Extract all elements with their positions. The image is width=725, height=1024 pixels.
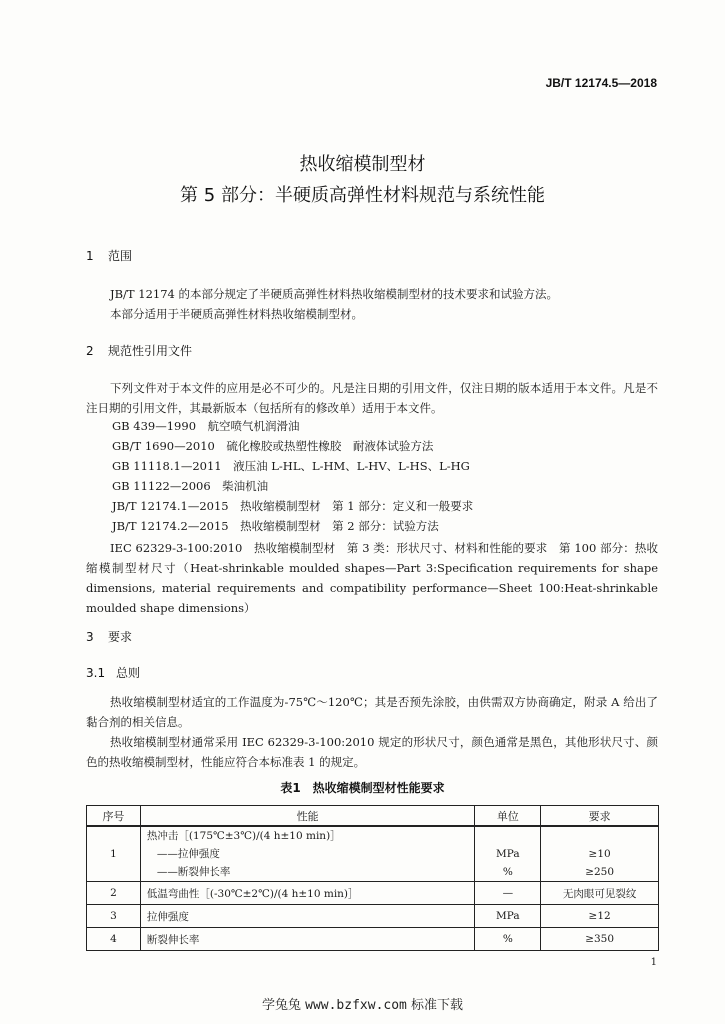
footer-tagline: 标准下载 (411, 998, 464, 1013)
section-title: 规范性引用文件 (108, 344, 193, 358)
requirement-cell (541, 826, 659, 882)
property-cell (140, 826, 475, 882)
reference-item: JB/T 12174.2—2015 热收缩模制型材 第 2 部分：试验方法 (112, 519, 439, 533)
scope-paragraph-1: JB/T 12174 的本部分规定了半硬质高弹性材料热收缩模制型材的技术要求和试验方法。 (110, 287, 558, 301)
property-cell: 拉伸强度 (140, 905, 475, 928)
table-row (87, 882, 659, 905)
section-number: 3 (86, 630, 94, 644)
table-caption: 表1 热收缩模制型材性能要求 (280, 781, 445, 795)
row-number: 1 (87, 826, 141, 882)
section-3-heading (86, 628, 132, 645)
row-number: 4 (87, 928, 141, 951)
section-number: 2 (86, 344, 94, 358)
property-line: ——拉伸强度 (156, 848, 220, 860)
column-header: 要求 (541, 806, 659, 827)
section-number: 1 (86, 249, 94, 263)
document-title: 热收缩模制型材 (299, 154, 426, 175)
column-header: 序号 (87, 806, 141, 827)
unit-cell: MPa (475, 905, 541, 928)
reference-item-iec: IEC 62329-3-100:2010 热收缩模制型材 第 3 类：形状尺寸、材料和性能的要求 第 100 部分：热收缩模制型材尺寸（Heat-shrinkable moulded shapes—Part 3:Specification requirements for shape dimensions, material requirements and compatibility performance—Sheet 100:Heat-shrinkable moulded shape dimensions） (86, 541, 658, 615)
requirement-line: ≥250 (585, 866, 615, 878)
row-number: 3 (87, 905, 141, 928)
column-header: 性能 (140, 806, 475, 827)
references-intro: 下列文件对于本文件的应用是必不可少的。凡是注日期的引用文件，仅注日期的版本适用于本文件。凡是不注日期的引用文件，其最新版本（包括所有的修改单）适用于本文件。 (86, 381, 658, 415)
document-subtitle: 第 5 部分：半硬质高弹性材料规范与系统性能 (180, 185, 545, 206)
unit-line: % (502, 866, 513, 878)
table-header-row (87, 806, 659, 827)
table-row (87, 826, 659, 882)
reference-item: GB 11122—2006 柴油机油 (112, 479, 269, 493)
general-paragraph-1: 热收缩模制型材适宜的工作温度为-75℃～120℃；其是否预先涂胶，由供需双方协商确定，附录 A 给出了黏合剂的相关信息。 (86, 695, 658, 729)
table-row (87, 928, 659, 951)
property-line: 热冲击［(175℃±3℃)/(4 h±10 min)］ (146, 830, 341, 842)
scope-paragraph-2: 本部分适用于半硬质高弹性材料热收缩模制型材。 (110, 307, 363, 321)
requirement-cell: 无肉眼可见裂纹 (541, 882, 659, 905)
footer-site-name: 学兔兔 (261, 998, 301, 1013)
section-2-heading (86, 342, 192, 359)
requirement-line: ≥10 (588, 848, 611, 860)
row-number: 2 (87, 882, 141, 905)
unit-cell: — (475, 882, 541, 905)
property-cell: 低温弯曲性［(-30℃±2℃)/(4 h±10 min)］ (140, 882, 475, 905)
table-row (87, 905, 659, 928)
section-title: 范围 (108, 249, 133, 263)
reference-item: GB/T 1690—2010 硫化橡胶或热塑性橡胶 耐液体试验方法 (112, 439, 434, 453)
watermark-footer (0, 994, 725, 1013)
page-number: 1 (650, 957, 657, 968)
reference-item: JB/T 12174.1—2015 热收缩模制型材 第 1 部分：定义和一般要求 (112, 499, 474, 513)
unit-line: MPa (496, 848, 520, 860)
column-header: 单位 (475, 806, 541, 827)
subsection-number: 3.1 (86, 666, 106, 680)
unit-line (481, 827, 534, 845)
performance-table (86, 805, 659, 951)
standard-code: JB/T 12174.5—2018 (545, 76, 657, 90)
section-1-heading (86, 247, 132, 264)
reference-item: GB 439—1990 航空喷气机润滑油 (112, 419, 300, 433)
subsection-3-1-heading (86, 664, 140, 681)
requirement-cell: ≥350 (541, 928, 659, 951)
footer-url[interactable]: www.bzfxw.com (305, 998, 407, 1013)
property-cell: 断裂伸长率 (140, 928, 475, 951)
general-paragraph-2: 热收缩模制型材通常采用 IEC 62329-3-100:2010 规定的形状尺寸，颜色通常是黑色，其他形状尺寸、颜色的热收缩模制型材，性能应符合本标准表 1 的规定。 (86, 735, 658, 769)
requirement-line (547, 827, 652, 845)
requirement-cell: ≥12 (541, 905, 659, 928)
reference-item: GB 11118.1—2011 液压油 L-HL、L-HM、L-HV、L-HS、L-HG (112, 459, 470, 473)
unit-cell (475, 826, 541, 882)
subsection-title: 总则 (116, 666, 141, 680)
property-line: ——断裂伸长率 (156, 866, 231, 878)
section-title: 要求 (108, 630, 133, 644)
unit-cell: % (475, 928, 541, 951)
